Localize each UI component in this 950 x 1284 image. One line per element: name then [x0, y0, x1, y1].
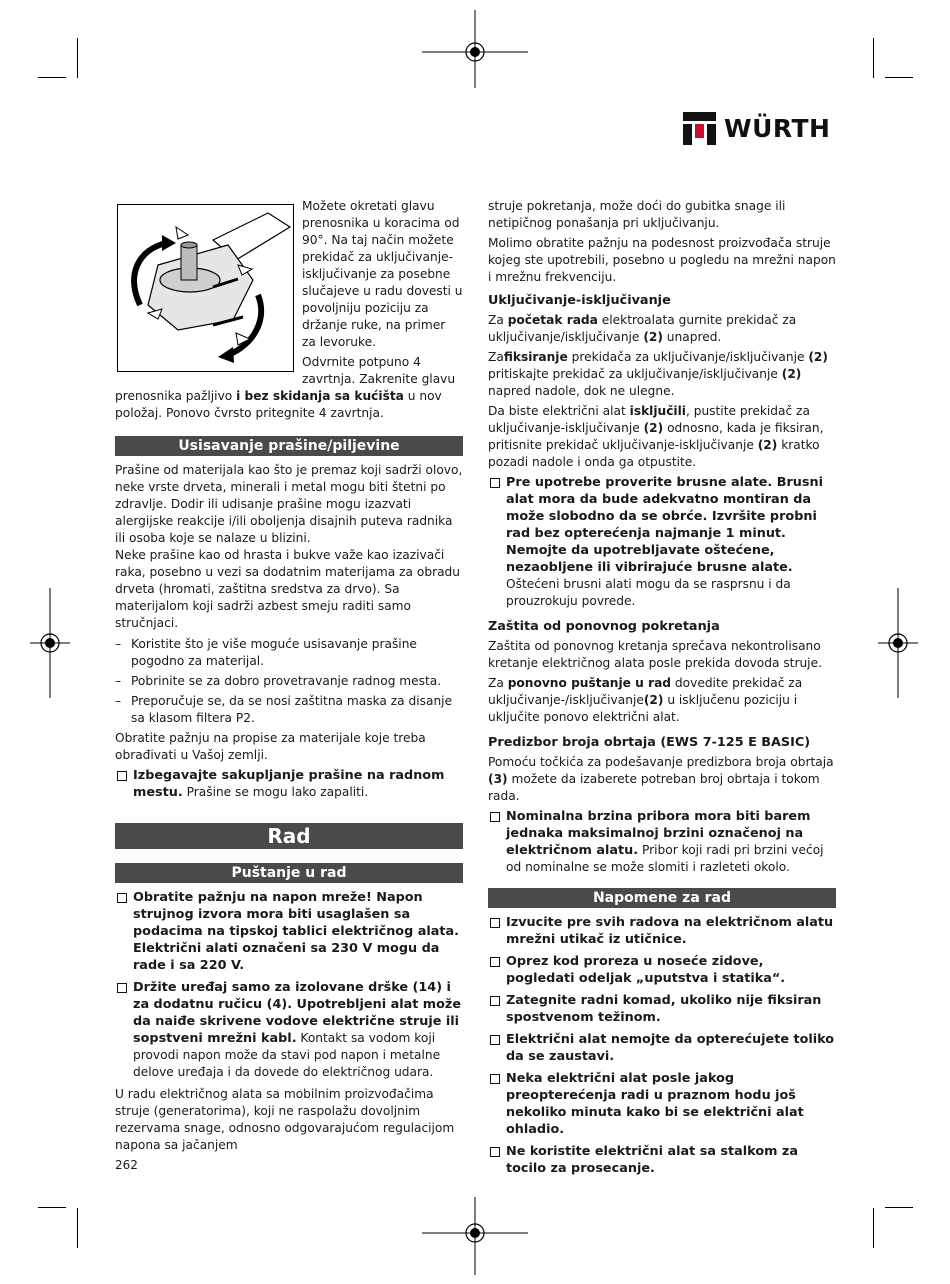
text: Da biste električni alat	[488, 404, 630, 418]
checkbox-square-icon	[117, 771, 127, 781]
crop-mark	[873, 1208, 874, 1248]
section-heading-notes: Napomene za rad	[488, 888, 836, 908]
checkbox-square-icon	[490, 918, 500, 928]
text: Za	[488, 313, 508, 327]
note-item	[488, 1070, 836, 1138]
dust-paragraph-2: Neke prašine kao od hrasta i bukve važe kao izazivači raka, posebno u vezi sa dodatnim materijama za obradu drveta (hromati, zaštitna sredstva za drvo). Sa materijalom koji sadrži azbest smeju raditi samo stručnjaci.	[115, 548, 461, 630]
warning-item	[115, 889, 463, 974]
right-column	[488, 198, 836, 1182]
note-text: Izvucite pre svih radova na električnom alatu mrežni utikač iz utičnice.	[506, 915, 834, 947]
text: Za	[488, 350, 504, 364]
heading-switch: Uključivanje-isključivanje	[488, 293, 671, 308]
heading-speed-preselection: Predizbor broja obrtaja (EWS 7-125 E BASIC)	[488, 735, 811, 750]
warning-item	[115, 979, 463, 1081]
switch-paragraph-2	[488, 349, 836, 400]
crop-mark	[873, 38, 874, 78]
crop-mark	[77, 1208, 78, 1248]
note-item	[488, 992, 836, 1026]
text: odnosno, kada je fiksiran, pritisnite prekidač uključivanje-isključivanje	[488, 421, 824, 452]
unscrew-text-bold: i bez skidanja sa kućišta	[236, 389, 404, 403]
text-bold: (2)	[643, 693, 664, 707]
text: prekidača za uključivanje/isključivanje	[567, 350, 809, 364]
text: elektroalata gurnite prekidač za uključivanje/isključivanje	[488, 313, 797, 344]
dash-marker: –	[115, 674, 122, 688]
speed-paragraph	[488, 754, 836, 805]
checkbox-square-icon	[490, 1147, 500, 1157]
text: kratko pozadi nadole i onda ga otpustite.	[488, 438, 820, 469]
note-text: Neka električni alat posle jakog preopterećenja radi u praznom hodu još nekoliko minuta kako bi se električni alat ohladio.	[506, 1071, 804, 1137]
text-bold: (2)	[757, 438, 778, 452]
checkbox-square-icon	[490, 1035, 500, 1045]
text-bold: (2)	[643, 330, 663, 344]
warning-bold: Pre upotrebe proverite brusne alate. Brusni alat mora da bude adekvatno montiran da može slobodno da se obrće. Izvršite probni rad bez opterećenja najmanje 1 minut. Nemojte da upotrebljavate oštećene, nezaobljene ili vibrirajuće brusne alate.	[506, 475, 824, 575]
note-item	[488, 914, 836, 948]
switch-paragraph-1	[488, 312, 836, 346]
text: unapred.	[662, 330, 722, 344]
text: napred nadole, dok ne ulegne.	[488, 384, 675, 398]
generator-paragraph: U radu električnog alata sa mobilnim proizvođačima struje (generatorima), koji ne raspolažu dovoljnim rezervama snage, odnosno odgovarajućom regulacijom napona sa jačanjem	[115, 1087, 455, 1152]
registration-mark-right	[878, 588, 918, 698]
gear-head-illustration	[117, 204, 294, 372]
page-number: 262	[115, 1158, 138, 1172]
dash-marker: –	[115, 637, 122, 651]
warning-text: Prašine se mogu lako zapaliti.	[182, 785, 369, 799]
unscrew-text-c: u nov položaj. Ponovo čvrsto pritegnite 4 zavrtnja.	[115, 389, 442, 420]
list-item	[115, 636, 463, 670]
text-bold: isključili	[629, 404, 686, 418]
list-item-text: Koristite što je više moguće usisavanje prašine pogodno za materijal.	[131, 637, 417, 668]
note-item	[488, 953, 836, 987]
text: Za	[488, 676, 508, 690]
warning-text: Pribor koji radi pri brzini većoj od nominalne se može slomiti i razleteti okolo.	[506, 843, 824, 874]
wurth-logo	[683, 110, 838, 146]
checkbox-square-icon	[490, 1074, 500, 1084]
checkbox-square-icon	[490, 478, 500, 488]
text-bold: (2)	[781, 367, 802, 381]
text: u isključenu poziciju i uključite ponovo električni alat.	[488, 693, 798, 724]
text: dovedite prekidač za uključivanje-/isključivanje	[488, 676, 803, 707]
text: Pomoću točkića za podešavanje predizbora broja obrtaja	[488, 755, 834, 769]
checkbox-square-icon	[117, 983, 127, 993]
checkbox-square-icon	[117, 893, 127, 903]
note-text: Oprez kod proreza u noseće zidove, pogledati odeljak „uputstva i statika“.	[506, 954, 786, 986]
warning-bold: Držite uređaj samo za izolovane drške (14) i za dodatnu ručicu (4)	[133, 980, 451, 1012]
warning-text: Kontakt sa vodom koji provodi napon može da stavi pod napon i metalne delove uređaja i da dovede do električnog udara.	[133, 1031, 441, 1079]
dust-paragraph-1: Prašine od materijala kao što je premaz koji sadrži olovo, neke vrste drveta, minerali i metal mogu biti štetni po zdravlje. Dodir ili udisanje prašine mogu izazvati alergijske reakcije i/ili oboljenja disajnih puteva radnika ili osoba koje se nalaze u blizini.	[115, 463, 463, 545]
chapter-heading-rad: Rad	[115, 823, 463, 849]
warning-bold: Izbegavajte sakupljanje prašine na radnom mestu.	[133, 768, 445, 800]
generator-paragraph-2: Molimo obratite pažnju na podesnost proizvođača struje kojeg ste upotrebili, posebno u pogledu na mrežni napon i mrežnu frekvenciju.	[488, 236, 836, 284]
switch-paragraph-3	[488, 403, 836, 471]
list-item	[115, 693, 463, 727]
restart-paragraph-1: Zaštita od ponovnog kretanja sprečava nekontrolisano kretanje električnog alata posle prekida dovoda struje.	[488, 639, 822, 670]
left-column	[115, 198, 463, 1157]
note-item	[488, 1143, 836, 1177]
heading-restart-protection: Zaštita od ponovnog pokretanja	[488, 619, 720, 634]
text-bold: (2)	[808, 350, 828, 364]
registration-mark-bottom	[420, 1195, 530, 1275]
brand-name: WÜRTH	[724, 113, 831, 143]
text-bold: (2)	[643, 421, 664, 435]
warning-item	[488, 474, 836, 610]
generator-continuation: struje pokretanja, može doći do gubitka snage ili netipičnog ponašanja pri uključivanju.	[488, 199, 786, 230]
crop-mark	[77, 38, 78, 78]
text: , pustite prekidač za uključivanje-isključivanje	[488, 404, 810, 435]
crop-mark	[885, 77, 913, 78]
crop-mark	[38, 1207, 66, 1208]
note-text: Zategnite radni komad, ukoliko nije fiksiran spostvenom težinom.	[506, 993, 822, 1025]
dash-marker: –	[115, 694, 122, 708]
warning-bold: Obratite pažnju na napon mreže! Napon strujnog izvora mora biti usaglašen sa podacima na tipskoj tablici električnog alata. Električni alati označeni sa 230 V mogu da rade i sa 220 V.	[133, 890, 459, 973]
warning-bold: Nominalna brzina pribora mora biti barem jednaka maksimalnoj brzini označenoj na električnom alatu.	[506, 809, 811, 858]
text: pritiskajte prekidač za uključivanje/isključivanje	[488, 367, 782, 381]
angle-grinder-head-drawing	[118, 205, 293, 371]
note-item	[488, 1031, 836, 1065]
list-item	[115, 673, 463, 690]
crop-mark	[885, 1207, 913, 1208]
text-bold: početak rada	[507, 313, 598, 327]
warning-bold: . Upotrebljeni alat može da naiđe skrivene vodove električne struje ili sopstveni mrežni kabl.	[133, 997, 462, 1046]
section-heading-start: Puštanje u rad	[115, 863, 463, 883]
registration-mark-top	[420, 10, 530, 90]
checkbox-square-icon	[490, 957, 500, 967]
registration-mark-left	[30, 588, 70, 698]
restart-paragraph-2	[488, 675, 836, 726]
checkbox-square-icon	[490, 812, 500, 822]
note-text: Električni alat nemojte da opterećujete toliko da se zaustavi.	[506, 1032, 835, 1064]
text: možete da izaberete potreban broj obrtaja i tokom rada.	[488, 772, 820, 803]
warning-item	[115, 767, 463, 801]
section-heading-dust: Usisavanje prašine/piljevine	[115, 436, 463, 456]
crop-mark	[38, 77, 66, 78]
text-bold: ponovno puštanje u rad	[507, 676, 672, 690]
list-item-text: Preporučuje se, da se nosi zaštitna maska za disanje sa klasom filtera P2.	[131, 694, 453, 725]
text-bold: fiksiranje	[503, 350, 568, 364]
warning-item	[488, 808, 836, 876]
note-text: Ne koristite električni alat sa stalkom za tocilo za prosecanje.	[506, 1144, 799, 1176]
checkbox-square-icon	[490, 996, 500, 1006]
dust-paragraph-3: Obratite pažnju na propise za materijale koje treba obrađivati u Vašoj zemlji.	[115, 731, 426, 762]
unscrew-text-a: Odvrnite potpuno 4 zavrtnja. Zakrenite glavu prenosnika pažljivo	[115, 355, 456, 403]
text-bold: (3)	[488, 772, 508, 786]
gear-head-rotation-text: Možete okretati glavu prenosnika u koracima od 90°. Na taj način možete prekidač za uključivanje-isključivanje za posebne slučajeve u radu dovesti u povoljniju poziciju za držanje ruke, na primer za levoruke.	[302, 199, 463, 349]
warning-text: Oštećeni brusni alati mogu da se rasprsnu i da prouzrokuju povrede.	[506, 577, 791, 608]
list-item-text: Pobrinite se za dobro provetravanje radnog mesta.	[131, 674, 442, 688]
wurth-logo-icon	[683, 112, 716, 145]
